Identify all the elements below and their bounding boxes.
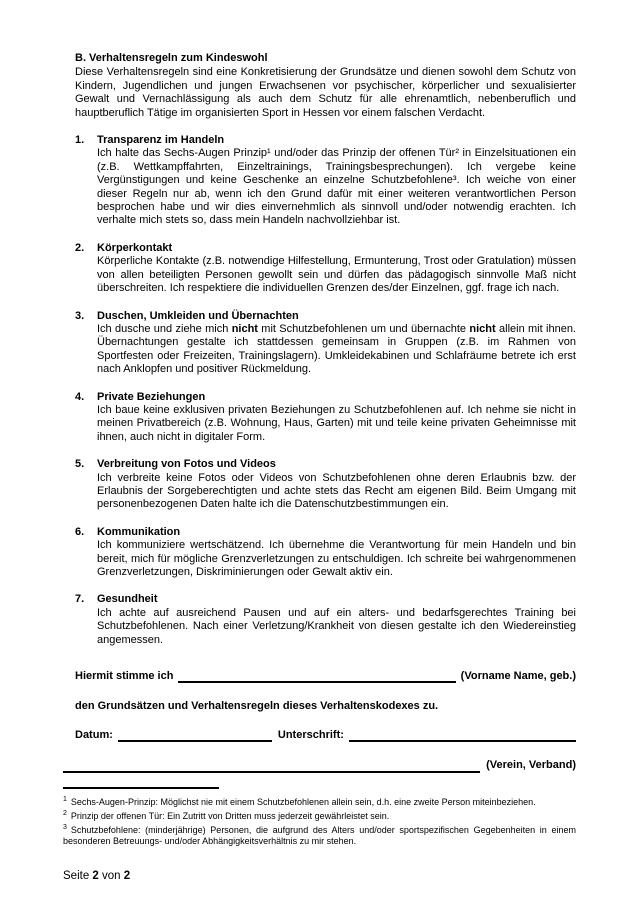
- rule-heading: Private Beziehungen: [97, 390, 206, 403]
- footnote-2-text: Prinzip der offenen Tür: Ein Zutritt von Dritten muss jederzeit gewährleistet sein.: [70, 810, 390, 821]
- text-run: 2: [92, 869, 99, 882]
- footnote-3-text: Schutzbefohlene: (minderjährige) Personen, die aufgrund des Alters und/oder sportspezifischen Gegebenheiten in einem besonderen Betreuungs- und/oder Abhängigkeitsverhältnis zu mir stehen.: [63, 824, 576, 846]
- text-run: Körperliche Kontakte (z.B. notwendige Hilfestellung, Ermunterung, Trost oder Gratulation) müssen von allen beteiligten Personen gewollt sein und dürfen das pädagogisch sinnvolle Maß nicht überschreiten. Ich respektiere die individuellen Grenzen des/der Einzelnen, ggf. frage ich nach.: [97, 255, 576, 295]
- rule-section-6: [75, 526, 576, 580]
- consent-line: den Grundsätzen und Verhaltensregeln dieses Verhaltenskodexes zu.: [75, 700, 439, 713]
- text-run: mit Schutzbefohlenen um und übernachte: [257, 322, 470, 335]
- rule-content: [97, 134, 576, 228]
- text-run: nicht: [231, 322, 258, 335]
- footnote-1: [63, 794, 576, 808]
- text-run: Ich kommuniziere wertschätzend. Ich übernehme die Verantwortung für mein Handeln und bin bereit, mich für mögliche Grenzverletzungen zu entschuldigen. Ich schreite bei wahrgenommenen Grenzverletzungen, Diskriminierungen oder Gewalt aktiv ein.: [97, 539, 576, 578]
- date-fill-line: [118, 729, 272, 742]
- rule-number: 3.: [75, 309, 85, 322]
- rule-content: [97, 391, 576, 445]
- rule-body: [97, 539, 576, 579]
- rule-section-2: [75, 242, 576, 296]
- name-line: [75, 670, 576, 683]
- footnote-1-text: Sechs-Augen-Prinzip: Möglichst nie mit einem Schutzbefohlenen allein sein, d.h. eine zweite Person miteinbeziehen.: [70, 796, 536, 807]
- name-fill-line: [178, 670, 455, 683]
- organization-line: [75, 759, 576, 772]
- signature-fill-line: [349, 729, 576, 742]
- text-run: von: [98, 869, 124, 882]
- rule-section-1: [75, 134, 576, 228]
- rule-content: [97, 242, 576, 296]
- text-run: Ich achte auf ausreichend Pausen und auf ein alters- und bedarfsgerechtes Training bei Schutzbefohlenen. Nach einer Verletzung/Krankheit von diesen gestalte ich den Wiedereinstieg angemessen.: [97, 606, 576, 646]
- rule-body: [97, 147, 576, 227]
- rule-heading: Verbreitung von Fotos und Videos: [97, 458, 276, 471]
- footnote-3-marker: 3: [63, 823, 67, 831]
- footnote-2-marker: 2: [63, 809, 67, 817]
- rule-number: 7.: [75, 593, 85, 606]
- date-label: Datum:: [75, 728, 113, 741]
- page-number: [63, 870, 576, 883]
- footnotes-block: [63, 787, 576, 847]
- rule-body: [97, 255, 576, 295]
- name-line-hint: (Vorname Name, geb.): [460, 670, 576, 683]
- rule-number: 5.: [75, 458, 85, 471]
- rule-heading: Kommunikation: [97, 525, 181, 538]
- rules-list: [75, 134, 576, 647]
- footnote-separator: [63, 787, 219, 789]
- rule-body: [97, 472, 576, 512]
- rule-body: [97, 607, 576, 647]
- rule-heading: Gesundheit: [97, 593, 158, 606]
- text-run: Ich halte das Sechs-Augen Prinzip¹ und/oder das Prinzip der offenen Tür² in Einzelsituationen ein (z.B. Wettkampffahrten, Einzeltrainings, Trainingsbesprechungen). Ich vergebe keine Vergünstigungen und keine Geschenke an einzelne Schutzbefohlene³. Ich weiche von einer dieser Regeln nur ab, wenn ich den Grund dafür mit einer weiteren verantwortlichen Person besprochen habe und wir dies einvernehmlich als sinnvoll und/oder notwendig erachten. Ich verhalte mich stets so, dass mein Handeln nachvollziehbar ist.: [97, 147, 576, 227]
- rule-number: 6.: [75, 525, 85, 538]
- rule-section-7: [75, 593, 576, 647]
- text-run: Seite: [63, 869, 93, 882]
- date-signature-line: [75, 729, 576, 742]
- organization-fill-line: [63, 760, 480, 773]
- text-run: Ich verbreite keine Fotos oder Videos von Schutzbefohlenen ohne deren Erlaubnis bzw. der Erlaubnis der Sorgeberechtigten und achte stets das Recht am eigenen Bild. Beim Umgang mit personenbezogenen Daten halte ich die Datenschutzbestimmungen ein.: [97, 471, 576, 511]
- intro-paragraph: Diese Verhaltensregeln sind eine Konkretisierung der Grundsätze und dienen sowohl dem Schutz von Kindern, Jugendlichen und jungen Erwachsenen vor psychischer, körperlicher und sexualisierter Gewalt und Vernachlässigung als auch dem Schutz für alle ehrenamtlich, nebenberuflich und hauptberuflich Tätige im organisierten Sport in Hessen vor einem falschen Verdacht.: [75, 66, 576, 119]
- footnote-1-marker: 1: [63, 795, 67, 803]
- text-run: 2: [123, 869, 131, 882]
- footnote-2: [63, 808, 576, 822]
- text-run: nicht: [469, 322, 496, 335]
- footnote-3: [63, 822, 576, 847]
- rule-heading: Transparenz im Handeln: [97, 134, 225, 147]
- rule-number: 4.: [75, 390, 85, 403]
- rule-section-5: [75, 458, 576, 512]
- rule-content: [97, 458, 576, 512]
- rule-heading: Duschen, Umkleiden und Übernachten: [97, 309, 299, 322]
- rule-number: 2.: [75, 241, 85, 254]
- text-run: allein mit ihnen. Übernachtungen gestalte ich stattdessen gemeinsam in Gruppen (z.B. im Rahmen von Sportfesten oder Freizeiten, Trainingslagern). Umkleidekabinen und Schlafräume betrete ich erst nach Anklopfen und positiver Rückmeldung.: [97, 322, 576, 376]
- rule-number: 1.: [75, 134, 85, 147]
- document-title: B. Verhaltensregeln zum Kindeswohl: [75, 52, 268, 64]
- organization-hint: (Verein, Verband): [486, 759, 576, 772]
- rule-content: [97, 526, 576, 580]
- rule-content: [97, 593, 576, 647]
- rule-content: [97, 310, 576, 377]
- rule-body: [97, 404, 576, 444]
- text-run: Ich baue keine exklusiven privaten Beziehungen zu Schutzbefohlenen auf. Ich nehme sie nicht in meinen Privatbereich (z.B. Wohnung, Haus, Garten) mit und teile keine privaten Geheimnisse mit ihnen, auch nicht in digitaler Form.: [97, 403, 576, 443]
- rule-section-4: [75, 391, 576, 445]
- rule-section-3: [75, 310, 576, 377]
- signature-label: Unterschrift:: [277, 728, 344, 741]
- name-line-label: Hiermit stimme ich: [75, 670, 174, 683]
- text-run: Ich dusche und ziehe mich: [97, 322, 232, 335]
- rule-heading: Körperkontakt: [97, 241, 173, 254]
- rule-body: [97, 323, 576, 377]
